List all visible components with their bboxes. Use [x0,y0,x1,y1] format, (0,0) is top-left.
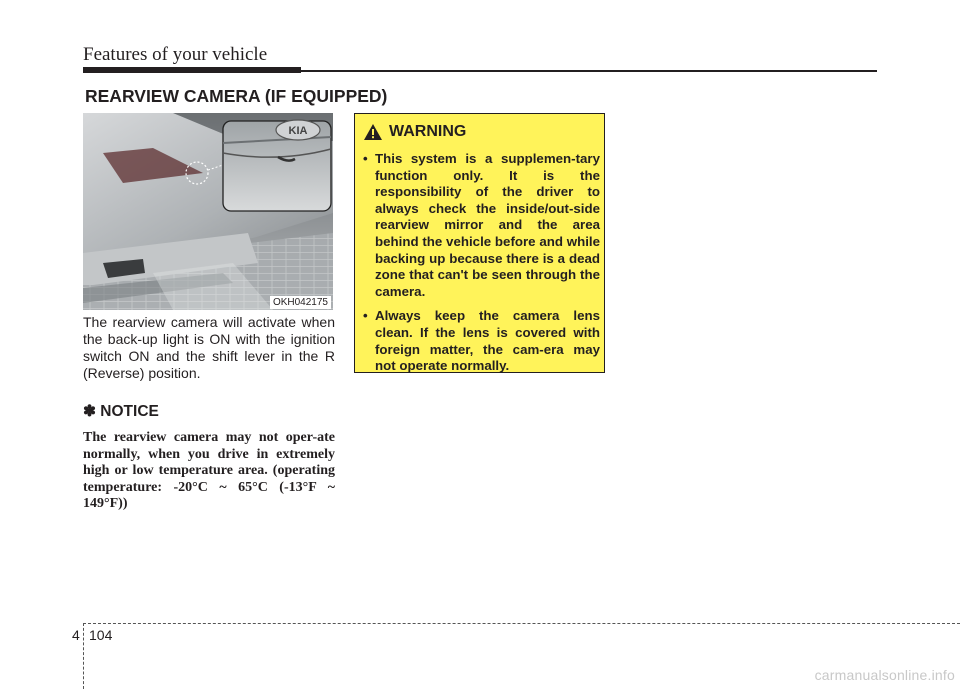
warning-list [362,151,600,383]
notice-text: The rearview camera may not oper-ate normally, when you drive in extremely high or low temperature area. (operating temperature: -20°C ~ 65°C (-13°F ~ 149°F)) [83,430,335,512]
header-rule-thick [83,67,301,73]
warning-box [354,113,605,373]
warning-item [362,308,600,374]
watermark: carmanualsonline.info [814,667,955,683]
notice-title: ✽ NOTICE [83,403,159,420]
figure-code: OKH042175 [270,296,331,309]
header-rule-thin [301,70,877,72]
footer-vertical-rule [83,623,84,689]
page-number: 104 [89,627,113,643]
warning-header [389,123,466,141]
warning-item [362,151,600,300]
chapter-number: 4 [72,627,80,643]
bullet: • [363,151,368,166]
footer-rule [83,623,960,624]
bullet: • [363,308,368,324]
kia-emblem-text: KIA [288,125,308,137]
rear-camera-illustration [83,113,333,310]
section-title: REARVIEW CAMERA (IF EQUIPPED) [85,86,388,106]
warning-triangle-icon [363,123,383,141]
car-rear-image [83,113,333,310]
warning-item-text: This system is a supplemen-tary function only. It is the responsibility of the driver to always check the inside/out-side rearview mirror and the area behind the vehicle before and while backing up because there is a dead zone that can't be seen through the camera. [375,151,600,299]
warning-item-text: Always keep the camera lens clean. If the lens is covered with foreign matter, the cam-era may not operate normally. [375,308,600,374]
header-title: Features of your vehicle [83,44,268,65]
body-paragraph: The rearview camera will activate when the back-up light is ON with the ignition switch ON and the shift lever in the R (Reverse) position. [83,314,335,381]
warning-title: WARNING [389,123,467,140]
